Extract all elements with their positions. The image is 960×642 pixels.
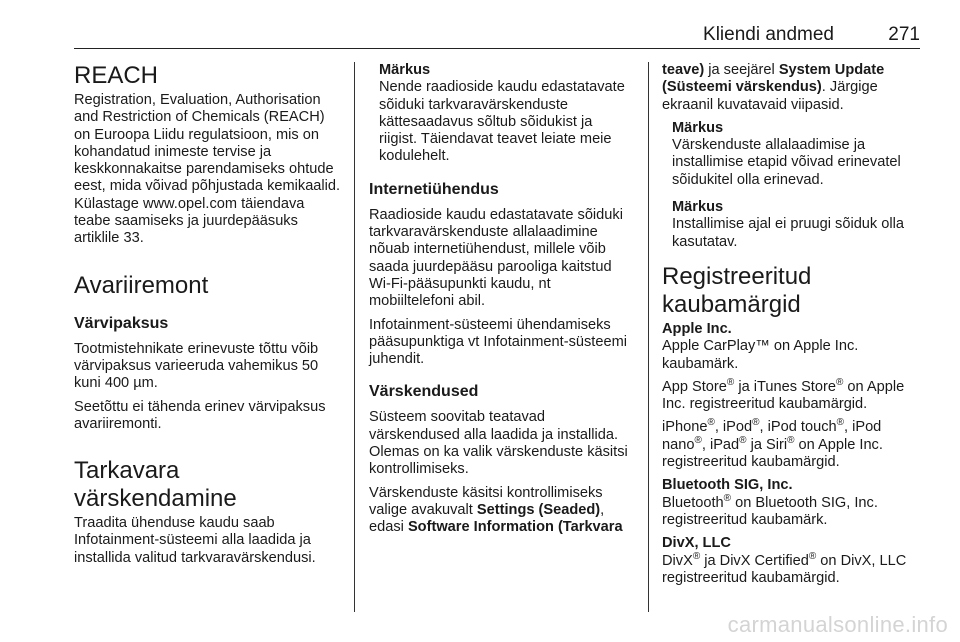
internet-heading: Internetiühendus [369,180,499,198]
note-box-2 [672,199,928,251]
varvipaksus-text-1: Tootmistehnikate erinevuste tõttu võib värvipaksus varieeruda vahemikus 50 kuni 400 µm. [74,340,319,392]
column-divider [648,62,649,612]
trademarks-title: Registreeritud kaubamärgid [662,262,812,318]
apple-text-2: App Store® ja iTunes Store® on Apple Inc. registreeritud kaubamärgid. [662,377,905,413]
note-label: Märkus [379,62,431,78]
varskendused-text-1: Süsteem soovitab teatavad värskendused alla laadida ja installida. Olemas on ka valik värskenduste käsitsi kontrollimiseks. [369,409,628,478]
varskendused-heading: Värskendused [369,383,479,401]
avariiremont-title: Avariiremont [74,271,209,299]
note-label: Märkus [672,119,724,136]
apple-text-3: iPhone®, iPod®, iPod touch®, iPod nano®, iPad® ja Siri® on Apple Inc. registreeritud kaubamärgid. [662,417,883,471]
note-label: Märkus [672,199,724,216]
varvipaksus-text-2: Seetõttu ei tähenda erinev värvipaksus avariiremonti. [74,398,326,432]
continued-text: teave) ja seejärel System Update (Süsteemi värskendus). Järgige ekraanil kuvatavaid viipasid. [662,62,885,113]
note-box [379,62,634,166]
divx-text: DivX® ja DivX Certified® on DivX, LLC registreeritud kaubamärgid. [662,550,907,586]
bluetooth-heading: Bluetooth SIG, Inc. [662,477,793,494]
column-divider [354,62,355,612]
section-title: Kliendi andmed [703,24,834,45]
bluetooth-text: Bluetooth® on Bluetooth SIG, Inc. registreeritud kaubamärk. [662,492,878,528]
reach-title: REACH [74,62,159,89]
column-2 [369,62,634,614]
tarkvara-title: Tarkavara värskendamine [74,457,237,513]
menu-software-info: Software Information (Tarkvara [407,519,623,536]
menu-settings: Settings (Seaded) [476,501,601,518]
internet-text-1: Raadioside kaudu edastatavate sõiduki tarkvaravärskenduste allalaadimine nõuab internetiühendust, millele võib saada juurdepääsu parooliga kaitstud Wi-Fi-pääsupunkti kaudu, nt mobiiltelefoni abil. [369,206,623,310]
divx-heading: DivX, LLC [662,535,731,552]
watermark: carmanualsonline.info [727,612,948,637]
apple-heading: Apple Inc. [662,320,732,337]
page-number: 271 [888,24,920,45]
note-box-1 [672,120,928,189]
menu-system-update: System Update (Süsteemi värskendus) [662,62,885,96]
varskendused-text-2: Värskenduste käsitsi kontrollimiseks valige avakuvalt Settings (Seaded), edasi Software Information (Tarkvara [369,484,623,536]
column-3 [662,62,928,614]
tarkvara-text: Traadita ühenduse kaudu saab Infotainment-süsteemi alla laadida ja installida valitud tarkvaravärskendusi. [74,515,316,566]
note-text: Installimise ajal ei pruugi sõiduk olla kasutatav. [672,216,904,250]
column-1 [74,62,344,614]
varvipaksus-heading: Värvipaksus [74,314,169,332]
apple-text-1: Apple CarPlay™ on Apple Inc. kaubamärk. [662,338,859,372]
note-text: Nende raadioside kaudu edastatavate sõiduki tarkvaravärskenduste kättesaadavus sõltub sõidukist ja riigist. Täiendavat teavet leiate meie kodulehelt. [379,79,625,165]
reach-text: Registration, Evaluation, Authorisation and Restriction of Chemicals (REACH) on Euroopa Liidu regulatsioon, mis on kohandatud inimeste tervise ja keskkonnakaitse parendamiseks ohtude eest, mida võivad põhjustada kemikaalid. Külastage www.opel.com täiendava teabe saamiseks ja juurdepääsuks artiklile 33. [74,92,341,247]
internet-text-2: Infotainment-süsteemi ühendamiseks pääsupunktiga vt Infotainment-süsteemi juhendit. [369,316,627,368]
page-header [74,22,920,49]
note-text: Värskenduste allalaadimise ja installimise etapid võivad erinevatel sõidukitel olla erinevad. [672,137,901,188]
